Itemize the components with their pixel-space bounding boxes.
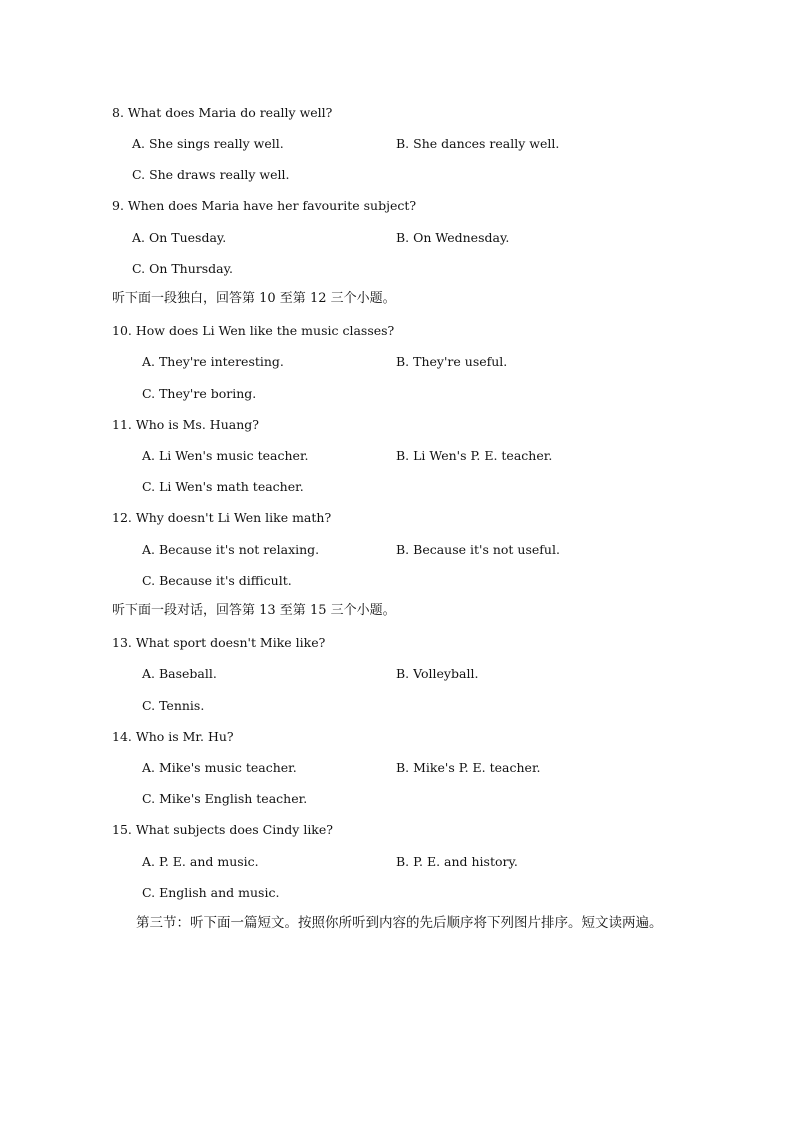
option-15a: A. P. E. and music. xyxy=(142,854,259,869)
option-9c: C. On Thursday. xyxy=(132,261,233,276)
option-14a: A. Mike's music teacher. xyxy=(142,760,297,775)
question-13: 13. What sport doesn't Mike like? xyxy=(112,635,326,650)
section-instruction-1: 听下面一段独白，回答第 10 至第 12 三个小题。 xyxy=(112,291,396,306)
option-12c: C. Because it's difficult. xyxy=(142,573,292,588)
section-instruction-2: 听下面一段对话，回答第 13 至第 15 三个小题。 xyxy=(112,603,396,618)
option-11c: C. Li Wen's math teacher. xyxy=(142,479,304,494)
question-11: 11. Who is Ms. Huang? xyxy=(112,417,259,432)
option-15b: B. P. E. and history. xyxy=(396,854,518,869)
option-8c: C. She draws really well. xyxy=(132,167,290,182)
option-14b: B. Mike's P. E. teacher. xyxy=(396,760,541,775)
option-10c: C. They're boring. xyxy=(142,386,257,401)
question-15: 15. What subjects does Cindy like? xyxy=(112,822,333,837)
question-10: 10. How does Li Wen like the music classes? xyxy=(112,323,395,338)
question-14: 14. Who is Mr. Hu? xyxy=(112,729,234,744)
option-12a: A. Because it's not relaxing. xyxy=(142,542,320,557)
option-8a: A. She sings really well. xyxy=(132,136,284,151)
option-13c: C. Tennis. xyxy=(142,698,205,713)
question-8: 8. What does Maria do really well? xyxy=(112,105,333,120)
option-11b: B. Li Wen's P. E. teacher. xyxy=(396,448,553,463)
option-11a: A. Li Wen's music teacher. xyxy=(142,448,309,463)
question-12: 12. Why doesn't Li Wen like math? xyxy=(112,510,332,525)
option-15c: C. English and music. xyxy=(142,885,280,900)
option-10b: B. They're useful. xyxy=(396,354,508,369)
option-8b: B. She dances really well. xyxy=(396,136,560,151)
option-13a: A. Baseball. xyxy=(142,666,217,681)
section-three-heading: 第三节：听下面一篇短文。按照你所听到内容的先后顺序将下列图片排序。短文读两遍。 xyxy=(136,915,663,931)
option-9a: A. On Tuesday. xyxy=(132,230,227,245)
option-13b: B. Volleyball. xyxy=(396,666,479,681)
option-9b: B. On Wednesday. xyxy=(396,230,510,245)
option-12b: B. Because it's not useful. xyxy=(396,542,560,557)
option-10a: A. They're interesting. xyxy=(142,354,284,369)
question-9: 9. When does Maria have her favourite subject? xyxy=(112,198,417,213)
option-14c: C. Mike's English teacher. xyxy=(142,791,308,806)
